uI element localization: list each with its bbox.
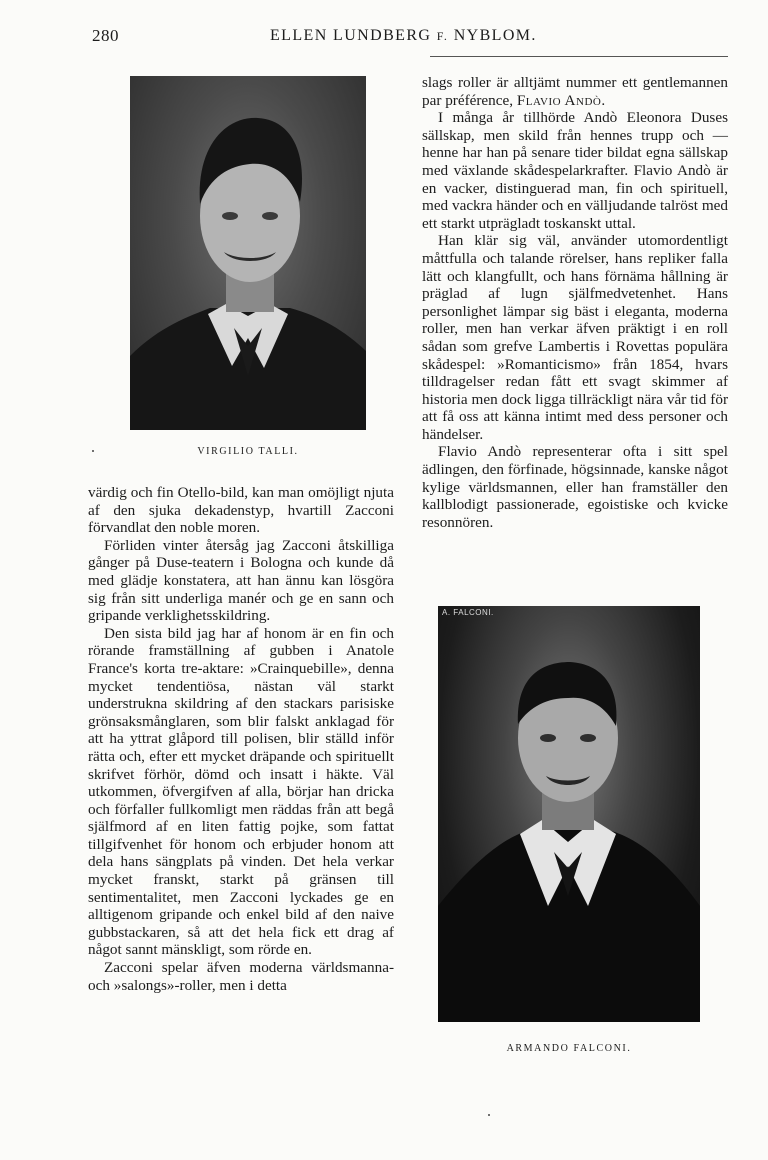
right-paragraph-2: I många år tillhörde Andò Eleonora Duses sällskap, men skild från hennes trupp och — henne har han på senare tider bildat egna sällskap med växlande skådespelarkrafter. Flavio Andò är en vacker, distinguerad man, fin och spirituell, med vackra händer och en välljudande talröst med ett starkt utprägladt toskanskt uttal. (422, 109, 728, 232)
left-paragraph-2: Förliden vinter återsåg jag Zacconi åtskilliga gånger på Duse-teatern i Bologna och kunde då med glädje konstatera, att han ännu kan lösgöra sig från sitt underliga manér och ge en sann och gripande verklighetsskildring. (88, 536, 394, 625)
left-paragraph-3: Den sista bild jag har af honom är en fin och rörande framställning af gubben i Anatole France's korta tre-aktare: »Crainquebille», denna mycket tendentiösa, nästan väl starkt understrukna skildring af den stackars parisiske grönsaksmånglaren, som blir falskt anklagad för att ha yttrat glåpord till polisen, blir ställd inför rätta och, efter ett mycket dräpande och spirituellt skrifvet förhör, dömd och insatt i häkte. Väl utkommen, öfvergifven af alla, börjar han dricka och förfaller fullkomligt men räddas från att begå själfmord af en liten fattig pojke, som fattat tillgifvenhet för honom och erbjuder honom att dela hans sängplats på vinden. Det hela verkar mycket franskt, starkt på gränsen till sentimentalitet, men Zacconi lyckades ge en alltigenom gripande och enkel bild af den naive gubbstackaren, så att det hela fick ett drag af något sannt mänskligt, som rörde en. (88, 624, 394, 959)
caption-virgilio-talli: VIRGILIO TALLI. (197, 446, 299, 457)
right-paragraph-1 (422, 74, 728, 109)
print-speck (488, 1114, 490, 1116)
running-title-main: ELLEN LUNDBERG (270, 27, 432, 44)
portrait-armando-falconi (438, 606, 700, 1022)
right-paragraph-3: Han klär sig väl, använder utomordentligt måttfulla och talande rörelser, hans repliker falla lätt och klangfullt, och hans förnäma hållning är präglad af lugn själfmedvetenhet. Hans personlighet lämpar sig bäst i eleganta, moderna roller, men han verkar äfven präktigt i en roll sådan som grefve Lambertis i Rovettas populära skådespel: »Romanticismo» från 1854, hvars tilldragelser redan fått ett svagt skimmer af historia men dock ligga tillräckligt nära vår tid för att få oss att känna intimt med dess personer och händelser. (422, 232, 728, 443)
running-title (270, 27, 537, 45)
left-text-column (88, 484, 394, 994)
running-title-f: F. (436, 29, 449, 43)
print-speck (92, 450, 94, 452)
running-title-end: NYBLOM. (453, 27, 537, 44)
header-rule (430, 56, 728, 57)
left-paragraph-1: värdig och fin Otello-bild, kan man omöjligt njuta af den sjuka dekadenstyp, hvartill Zacconi förvandlat den noble moren. (88, 484, 394, 537)
right-text-column (422, 74, 728, 531)
portrait-falconi-drawing (438, 606, 700, 1022)
right-paragraph-1-text: slags roller är alltjämt nummer ett gentlemannen par préférence, (422, 74, 728, 109)
page-number: 280 (92, 26, 119, 45)
portrait-talli-drawing (130, 76, 366, 430)
caption-armando-falconi: ARMANDO FALCONI. (506, 1043, 632, 1054)
right-paragraph-4: Flavio Andò representerar ofta i sitt spel ädlingen, den förfinade, högsinnade, kanske något kylige världsmannen, eller han framställer den kallblodigt passionerade, egoistiske och kvicke resonnören. (422, 443, 728, 531)
photo-label-falconi: A. FALCONI. (442, 608, 494, 617)
left-paragraph-4: Zacconi spelar äfven moderna världsmanna- och »salongs»-roller, men i detta (88, 959, 394, 994)
actor-name-flavio-ando: Flavio Andò. (516, 91, 606, 109)
portrait-virgilio-talli (130, 76, 366, 430)
